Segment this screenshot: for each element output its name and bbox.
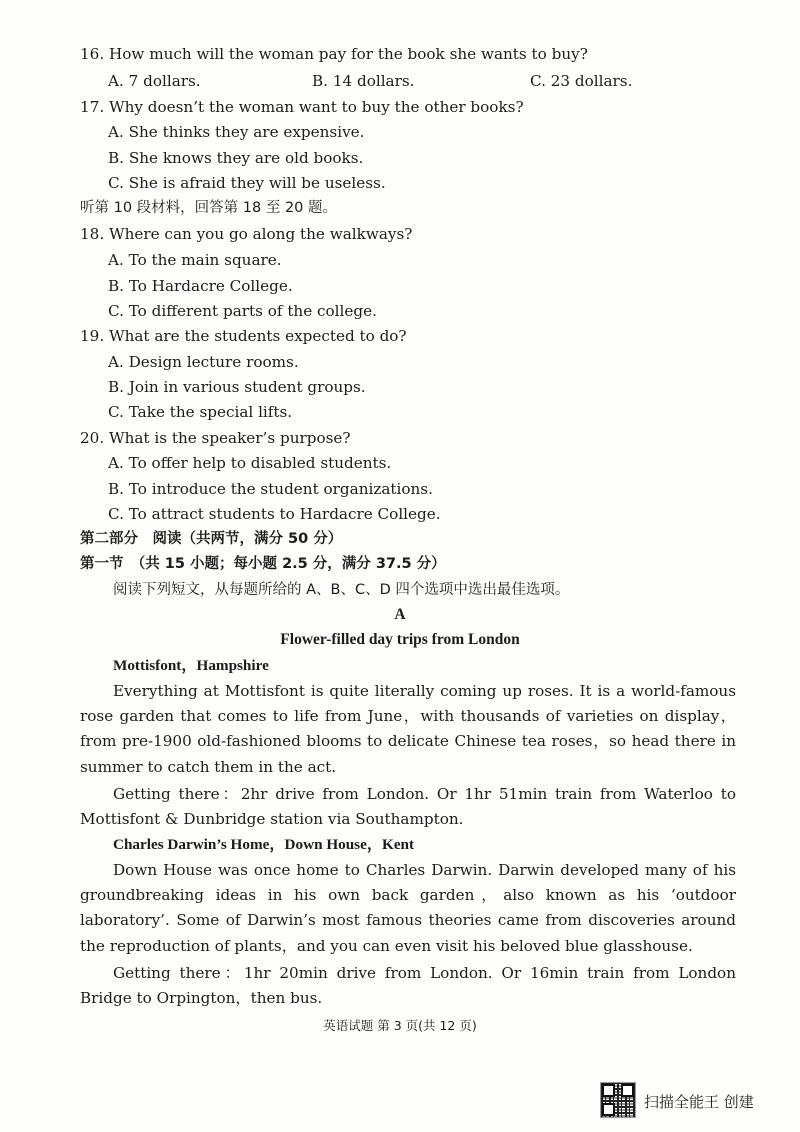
q17-option-c: C. She is afraid they will be useless. (108, 174, 386, 192)
q18-option-a: A. To the main square. (108, 251, 282, 269)
darwin-getting-there: Getting there：1hr 20min drive from London. Or 16min train from London Bridge to Orpington，then bus. (80, 964, 736, 1008)
q16-option-a: A. 7 dollars. (108, 72, 201, 90)
q16-option-c: C. 23 dollars. (530, 72, 633, 90)
mottisfont-paragraph: Everything at Mottisfont is quite literally coming up roses. It is a world-famous rose garden that comes to life from June，with thousands of varieties on display，from pre-1900 old-fashioned blooms to delicate Chinese tea roses，so head there in summer to catch them in the act. (80, 682, 736, 776)
passage-title: Flower-filled day trips from London (280, 631, 520, 648)
question-16: 16. How much will the woman pay for the book she wants to buy? (80, 45, 588, 63)
passage-letter: A (394, 606, 406, 623)
q16-option-b: B. 14 dollars. (312, 72, 415, 90)
q18-option-c: C. To different parts of the college. (108, 302, 377, 320)
question-18: 18. Where can you go along the walkways? (80, 225, 413, 243)
qr-code-icon (600, 1082, 636, 1118)
darwin-paragraph: Down House was once home to Charles Darwin. Darwin developed many of his groundbreaking ideas in his own back garden，also known as his ‘outdoor laboratory’. Some of Darwin’s most famous theories came from discoveries around the reproduction of plants，and you can even visit his beloved blue glasshouse. (80, 861, 736, 955)
section-one-title: 第一节 （共 15 小题；每小题 2.5 分，满分 37.5 分） (80, 556, 446, 572)
q20-option-c: C. To attract students to Hardacre College. (108, 505, 441, 523)
q19-option-b: B. Join in various student groups. (108, 378, 366, 396)
q17-option-a: A. She thinks they are expensive. (108, 123, 365, 141)
mottisfont-getting-there: Getting there：2hr drive from London. Or 1hr 51min train from Waterloo to Mottisfont & Dunbridge station via Southampton. (80, 785, 736, 829)
q19-option-c: C. Take the special lifts. (108, 403, 293, 421)
part-two-title: 第二部分 阅读（共两节，满分 50 分） (80, 531, 343, 547)
q18-option-b: B. To Hardacre College. (108, 277, 293, 295)
question-17: 17. Why doesn’t the woman want to buy the other books? (80, 98, 524, 116)
q20-option-b: B. To introduce the student organizations. (108, 480, 433, 498)
q17-option-b: B. She knows they are old books. (108, 149, 364, 167)
page-footer: 英语试题 第 3 页(共 12 页) (323, 1018, 477, 1033)
question-19: 19. What are the students expected to do? (80, 327, 407, 345)
reading-instruction: 阅读下列短文，从每题所给的 A、B、C、D 四个选项中选出最佳选项。 (113, 582, 570, 598)
scanner-watermark: 扫描全能王 创建 (644, 1093, 754, 1111)
darwin-heading: Charles Darwin’s Home，Down House，Kent (113, 836, 415, 853)
mottisfont-heading: Mottisfont，Hampshire (113, 657, 269, 674)
question-20: 20. What is the speaker’s purpose? (80, 429, 351, 447)
listening-instruction-10: 听第 10 段材料，回答第 18 至 20 题。 (80, 200, 338, 216)
q19-option-a: A. Design lecture rooms. (108, 353, 299, 371)
q20-option-a: A. To offer help to disabled students. (108, 454, 392, 472)
